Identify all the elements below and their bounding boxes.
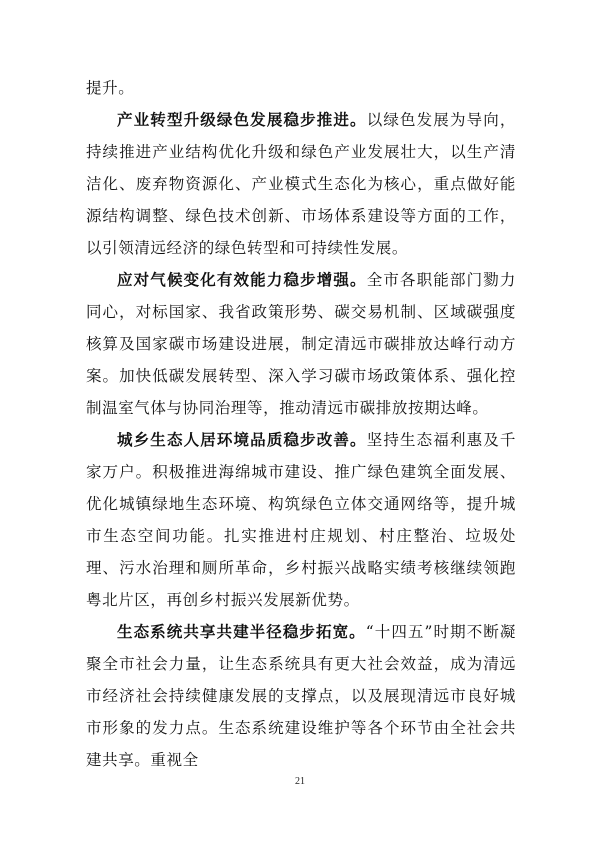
paragraph-ecosystem-sharing: [86, 616, 516, 776]
paragraph-climate-response: [86, 264, 516, 424]
paragraph-body: 坚持生态福利惠及千家万户。积极推进海绵城市建设、推广绿色建筑全面发展、优化城镇绿地生态环境、构筑绿色立体交通网络等，提升城市生态空间功能。扎实推进村庄规划、村庄整治、垃圾处理、污水治理和厕所革命，乡村振兴战略实绩考核继续领跑粤北片区，再创乡村振兴发展新优势。: [86, 431, 516, 609]
paragraph-lead: 城乡生态人居环境品质稳步改善。: [117, 430, 367, 449]
paragraph-lead: 产业转型升级绿色发展稳步推进。: [117, 110, 367, 129]
paragraph-living-environment: [86, 424, 516, 616]
paragraph-body: 全市各职能部门勠力同心，对标国家、我省政策形势、碳交易机制、区域碳强度核算及国家碳市场建设进展，制定清远市碳排放达峰行动方案。加快低碳发展转型、深入学习碳市场政策体系、强化控制温室气体与协同治理等，推动清远市碳排放按期达峰。: [86, 271, 516, 417]
paragraph-industry-transformation: [86, 104, 516, 264]
page-number: 21: [295, 776, 305, 787]
paragraph-lead: 应对气候变化有效能力稳步增强。: [117, 270, 367, 289]
document-body: [86, 72, 516, 776]
paragraph-lead: 生态系统共享共建半径稳步拓宽。: [117, 622, 366, 641]
paragraph-body: 以绿色发展为导向，持续推进产业结构优化升级和绿色产业发展壮大，以生产清洁化、废弃物资源化、产业模式生态化为核心，重点做好能源结构调整、绿色技术创新、市场体系建设等方面的工作，以引领清远经济的绿色转型和可持续性发展。: [86, 111, 516, 257]
continuation-text: 提升。: [86, 79, 135, 97]
paragraph-body: “十四五”时期不断凝聚全市社会力量，让生态系统具有更大社会效益，成为清远市经济社会持续健康发展的支撑点，以及展现清远市良好城市形象的发力点。生态系统建设维护等各个环节由全社会共建共享。重视全: [86, 623, 516, 769]
continuation-paragraph: [86, 72, 516, 104]
